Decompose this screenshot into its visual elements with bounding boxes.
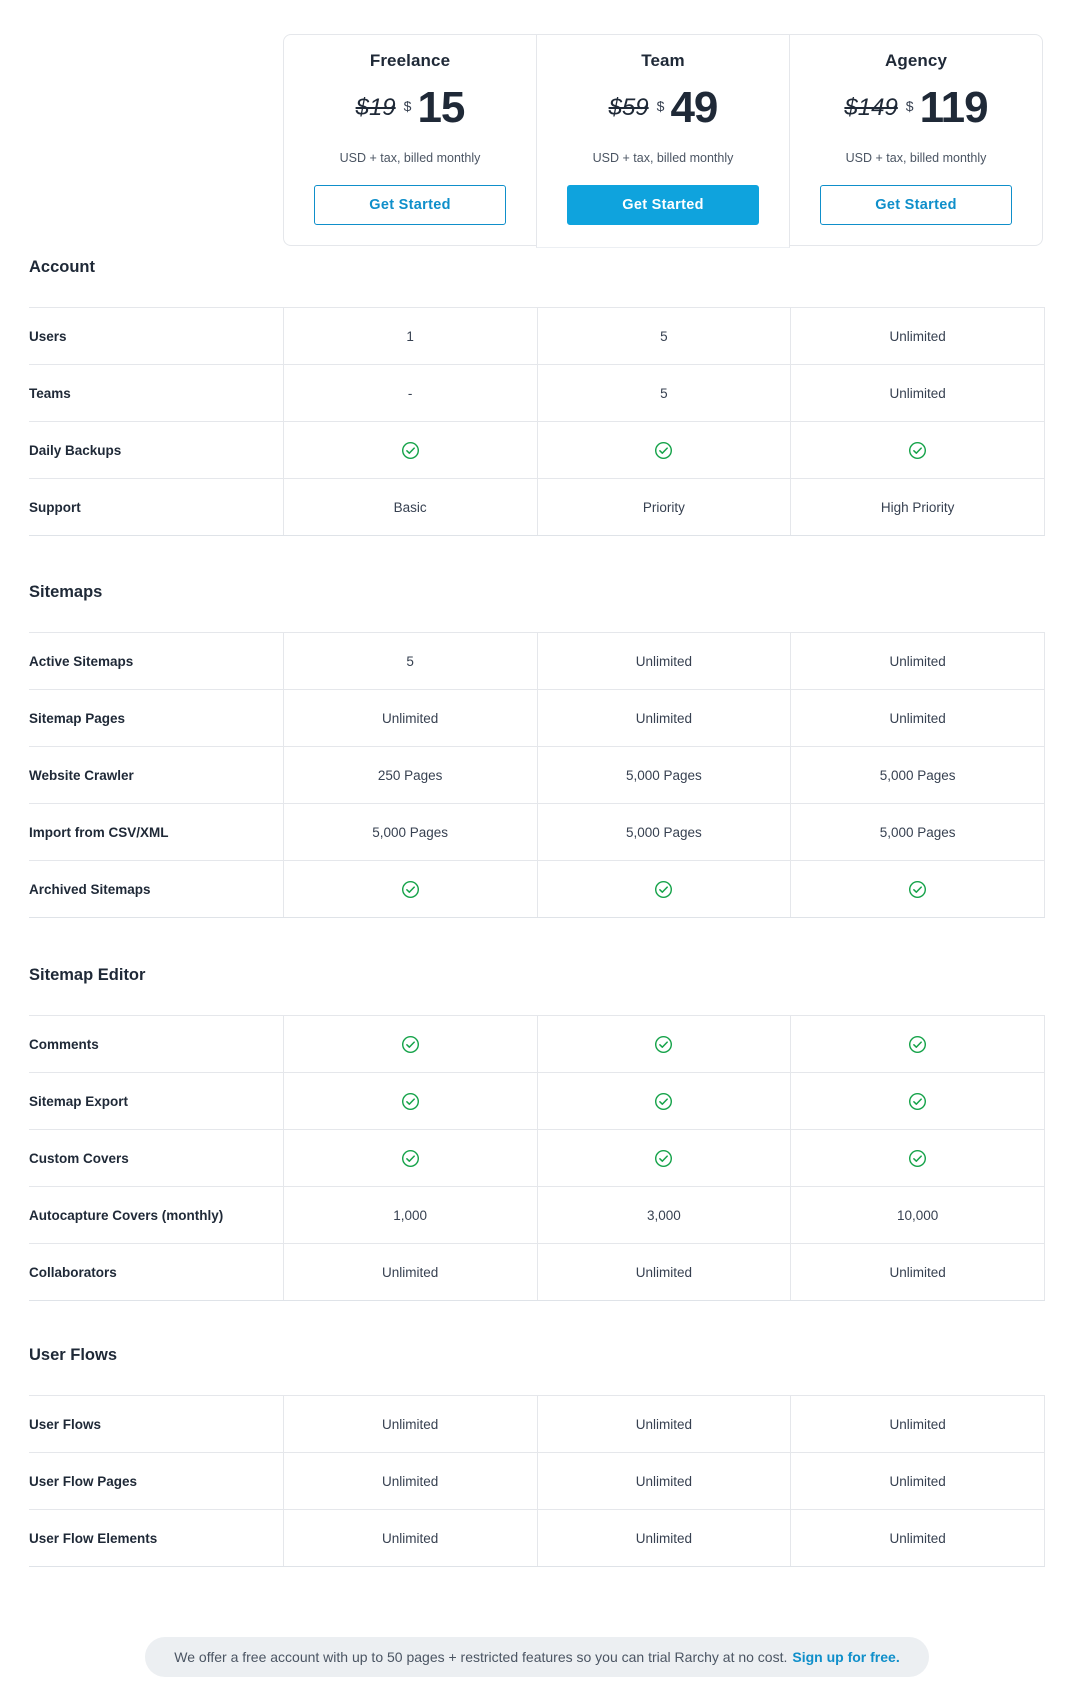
feature-value: Unlimited <box>283 1396 537 1452</box>
feature-row <box>29 1073 1045 1130</box>
section-account <box>29 250 1045 536</box>
old-price: $59 <box>608 94 649 121</box>
check-circle-icon <box>908 1149 927 1168</box>
check-circle-icon <box>401 1092 420 1111</box>
current-price: 119 <box>919 83 988 132</box>
feature-label: Sitemap Export <box>29 1093 129 1109</box>
billing-note: USD + tax, billed monthly <box>845 151 987 165</box>
feature-label: Comments <box>29 1036 99 1052</box>
feature-label: Active Sitemaps <box>29 653 134 669</box>
billing-note: USD + tax, billed monthly <box>592 151 734 165</box>
feature-value: Unlimited <box>790 365 1045 421</box>
feature-value: Unlimited <box>790 1453 1045 1509</box>
feature-included-cell <box>283 861 537 917</box>
feature-value: 5 <box>283 633 537 689</box>
feature-value: Unlimited <box>537 1453 791 1509</box>
plan-name: Team <box>641 51 685 70</box>
plan-card-freelance <box>283 34 537 246</box>
feature-row <box>29 1187 1045 1244</box>
feature-row <box>29 747 1045 804</box>
feature-included-cell <box>283 1016 537 1072</box>
feature-included-cell <box>537 1016 791 1072</box>
get-started-button-team[interactable]: Get Started <box>567 185 759 225</box>
feature-rows <box>29 1015 1045 1301</box>
check-circle-icon <box>401 1149 420 1168</box>
feature-value: Unlimited <box>283 1453 537 1509</box>
feature-label: Autocapture Covers (monthly) <box>29 1207 224 1223</box>
feature-rows <box>29 307 1045 536</box>
feature-included-cell <box>790 1073 1045 1129</box>
feature-value: Unlimited <box>283 1510 537 1566</box>
feature-rows <box>29 1395 1045 1567</box>
check-circle-icon <box>908 1092 927 1111</box>
feature-value: 5 <box>537 308 791 364</box>
plan-card-agency <box>789 34 1043 246</box>
price-row <box>356 85 465 131</box>
section-title: User Flows <box>29 1346 118 1364</box>
feature-row <box>29 479 1045 536</box>
feature-value: Unlimited <box>790 1244 1045 1300</box>
feature-label: Sitemap Pages <box>29 710 126 726</box>
section-sitemaps <box>29 575 1045 918</box>
feature-row <box>29 422 1045 479</box>
plan-headers <box>283 34 1043 248</box>
feature-included-cell <box>283 1073 537 1129</box>
feature-value: - <box>283 365 537 421</box>
feature-value: High Priority <box>790 479 1045 535</box>
feature-row <box>29 690 1045 747</box>
feature-rows <box>29 632 1045 918</box>
currency-symbol: $ <box>403 98 412 114</box>
check-circle-icon <box>654 1092 673 1111</box>
feature-label: User Flow Pages <box>29 1473 138 1489</box>
feature-included-cell <box>790 422 1045 478</box>
section-title: Account <box>29 258 95 276</box>
feature-label: Custom Covers <box>29 1150 129 1166</box>
feature-included-cell <box>537 422 791 478</box>
feature-value: Priority <box>537 479 791 535</box>
plan-name: Agency <box>884 51 947 70</box>
feature-row <box>29 1396 1045 1453</box>
section-title: Sitemap Editor <box>29 966 146 984</box>
sign-up-link[interactable]: Sign up for free. <box>792 1649 900 1665</box>
feature-value: Unlimited <box>790 1510 1045 1566</box>
check-circle-icon <box>654 1149 673 1168</box>
feature-value: Unlimited <box>790 1396 1045 1452</box>
feature-value: 1,000 <box>283 1187 537 1243</box>
check-circle-icon <box>401 441 420 460</box>
free-account-text: We offer a free account with up to 50 pages + restricted features so you can trial Rarchy at no cost. <box>174 1649 788 1665</box>
feature-row <box>29 1130 1045 1187</box>
feature-row <box>29 1453 1045 1510</box>
feature-row <box>29 804 1045 861</box>
feature-value: Basic <box>283 479 537 535</box>
check-circle-icon <box>908 441 927 460</box>
plan-name: Freelance <box>369 51 451 70</box>
billing-note: USD + tax, billed monthly <box>339 151 481 165</box>
feature-label: Archived Sitemaps <box>29 881 151 897</box>
feature-value: Unlimited <box>537 633 791 689</box>
feature-included-cell <box>283 1130 537 1186</box>
check-circle-icon <box>654 1035 673 1054</box>
check-circle-icon <box>908 880 927 899</box>
feature-label: Import from CSV/XML <box>29 824 169 840</box>
current-price: 49 <box>670 83 718 132</box>
feature-value: Unlimited <box>790 690 1045 746</box>
currency-symbol: $ <box>905 98 914 114</box>
check-circle-icon <box>908 1035 927 1054</box>
section-title: Sitemaps <box>29 583 103 601</box>
free-account-note <box>145 1637 929 1677</box>
feature-label: Collaborators <box>29 1264 117 1280</box>
feature-included-cell <box>283 422 537 478</box>
feature-included-cell <box>790 1016 1045 1072</box>
feature-value: 250 Pages <box>283 747 537 803</box>
feature-value: Unlimited <box>790 633 1045 689</box>
feature-value: 3,000 <box>537 1187 791 1243</box>
price-row <box>844 85 987 131</box>
feature-included-cell <box>790 861 1045 917</box>
feature-row <box>29 861 1045 918</box>
feature-label: Support <box>29 499 81 515</box>
feature-value: Unlimited <box>537 1396 791 1452</box>
feature-row <box>29 1510 1045 1567</box>
feature-row <box>29 365 1045 422</box>
feature-value: 5,000 Pages <box>537 747 791 803</box>
price-row <box>609 85 718 131</box>
feature-value: 5,000 Pages <box>537 804 791 860</box>
feature-included-cell <box>537 1130 791 1186</box>
check-circle-icon <box>654 441 673 460</box>
check-circle-icon <box>654 880 673 899</box>
plan-card-team <box>536 34 790 248</box>
currency-symbol: $ <box>656 98 665 114</box>
check-circle-icon <box>401 1035 420 1054</box>
feature-value: Unlimited <box>790 308 1045 364</box>
check-circle-icon <box>401 880 420 899</box>
feature-label: Website Crawler <box>29 767 134 783</box>
get-started-button-agency[interactable]: Get Started <box>820 185 1012 225</box>
feature-value: Unlimited <box>537 1244 791 1300</box>
feature-row <box>29 633 1045 690</box>
feature-value: Unlimited <box>537 690 791 746</box>
section-sitemap-editor <box>29 958 1045 1301</box>
current-price: 15 <box>417 83 465 132</box>
feature-included-cell <box>537 1073 791 1129</box>
feature-label: User Flows <box>29 1416 102 1432</box>
feature-row <box>29 1244 1045 1301</box>
feature-value: 10,000 <box>790 1187 1045 1243</box>
feature-included-cell <box>537 861 791 917</box>
feature-label: User Flow Elements <box>29 1530 158 1546</box>
get-started-button-freelance[interactable]: Get Started <box>314 185 506 225</box>
feature-value: Unlimited <box>537 1510 791 1566</box>
feature-value: Unlimited <box>283 690 537 746</box>
feature-value: 5 <box>537 365 791 421</box>
section-user-flows <box>29 1338 1045 1567</box>
feature-value: 1 <box>283 308 537 364</box>
feature-label: Teams <box>29 385 71 401</box>
feature-value: Unlimited <box>283 1244 537 1300</box>
old-price: $149 <box>844 94 898 121</box>
feature-label: Daily Backups <box>29 442 122 458</box>
feature-included-cell <box>790 1130 1045 1186</box>
feature-value: 5,000 Pages <box>790 747 1045 803</box>
feature-label: Users <box>29 328 67 344</box>
feature-value: 5,000 Pages <box>283 804 537 860</box>
feature-row <box>29 1016 1045 1073</box>
feature-value: 5,000 Pages <box>790 804 1045 860</box>
feature-row <box>29 308 1045 365</box>
old-price: $19 <box>355 94 396 121</box>
